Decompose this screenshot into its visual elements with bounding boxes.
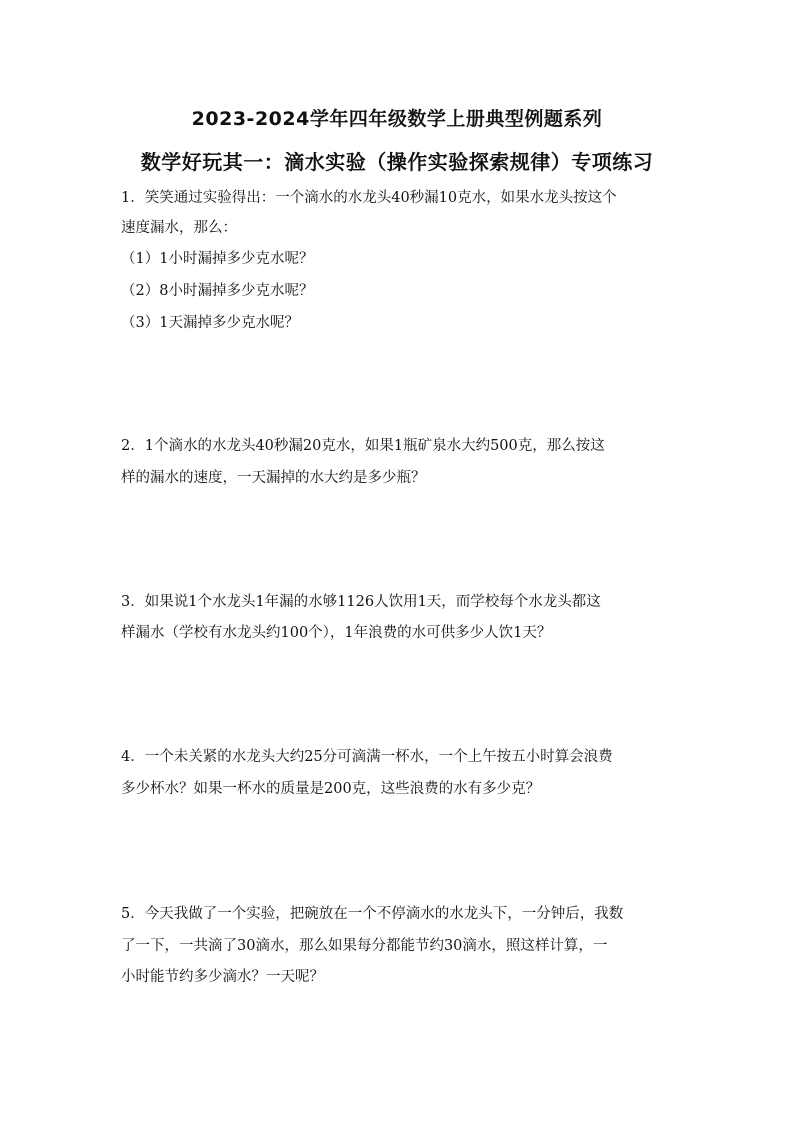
question-4-line-2: 多少杯水？如果一杯水的质量是200克，这些浪费的水有多少克？ [121,781,541,797]
question-1-line-1: 1．笑笑通过实验得出：一个滴水的水龙头40秒漏10克水，如果水龙头按这个 [121,190,617,206]
document-title: 2023-2024学年四年级数学上册典型例题系列 [191,108,603,130]
question-3-line-2: 样漏水（学校有水龙头约100个），1年浪费的水可供多少人饮1天？ [121,625,552,641]
question-1-sub-1: （1）1小时漏掉多少克水呢？ [121,251,314,267]
question-1-line-2: 速度漏水，那么： [121,220,237,236]
question-5-line-2: 了一下，一共滴了30滴水，那么如果每分都能节约30滴水，照这样计算，一 [121,938,608,954]
document-subtitle: 数学好玩其一：滴水实验（操作实验探索规律）专项练习 [140,150,654,174]
question-3-line-1: 3．如果说1个水龙头1年漏的水够1126人饮用1天，而学校每个水龙头都这 [121,594,601,610]
question-5-line-3: 小时能节约多少滴水？一天呢？ [121,969,324,985]
question-1-sub-2: （2）8小时漏掉多少克水呢？ [121,283,314,299]
question-2-line-1: 2．1个滴水的水龙头40秒漏20克水，如果1瓶矿泉水大约500克，那么按这 [121,438,605,454]
question-2-line-2: 样的漏水的速度，一天漏掉的水大约是多少瓶？ [121,470,426,486]
question-4-line-1: 4．一个未关紧的水龙头大约25分可滴满一杯水，一个上午按五小时算会浪费 [121,749,613,765]
question-1-sub-3: （3）1天漏掉多少克水呢？ [121,315,299,331]
question-5-line-1: 5．今天我做了一个实验，把碗放在一个不停滴水的水龙头下，一分钟后，我数 [121,906,624,922]
